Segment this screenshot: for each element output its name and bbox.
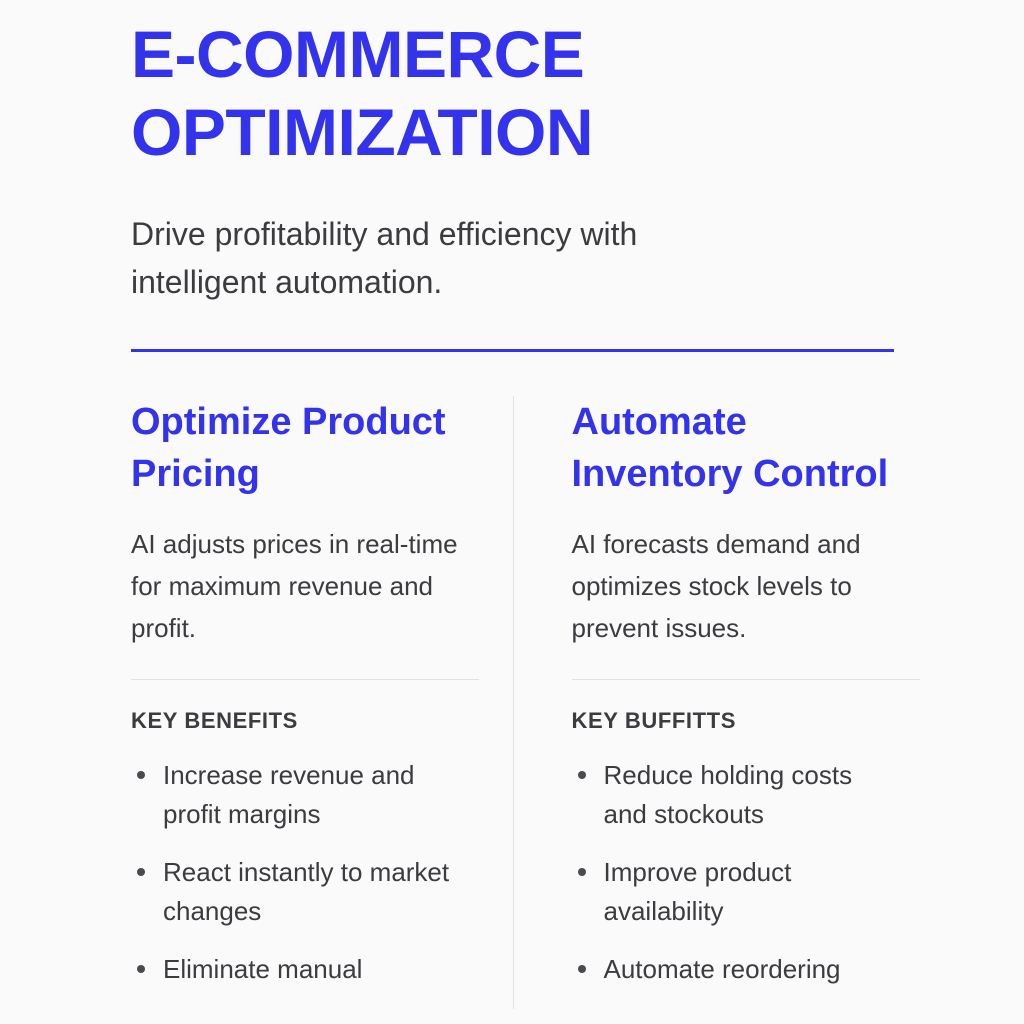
list-item: Eliminate manual xyxy=(131,950,467,988)
column-description: AI forecasts demand and optimizes stock levels to prevent issues. xyxy=(571,528,861,644)
column-pricing xyxy=(131,396,513,1009)
page-title: E-COMMERCE OPTIMIZATION xyxy=(131,17,594,169)
header-divider xyxy=(131,349,894,352)
benefits-list xyxy=(572,756,895,988)
list-item: Reduce holding costs and stockouts xyxy=(572,756,895,833)
key-benefits-label: KEY BUFFITTS xyxy=(571,708,736,734)
list-item: Automate reordering xyxy=(572,950,895,988)
content-wrapper xyxy=(0,16,1024,1009)
key-benefits-label: KEY BENEFITS xyxy=(131,708,298,734)
list-item: Increase revenue and profit margins xyxy=(131,756,467,833)
column-title: Optimize Product Pricing xyxy=(131,401,446,496)
column-divider xyxy=(131,679,479,680)
column-divider xyxy=(572,679,920,680)
list-item: Improve product availability xyxy=(572,853,895,930)
column-description: AI adjusts prices in real-time for maximum revenue and profit. xyxy=(131,528,458,644)
column-title: Automate Inventory Control xyxy=(571,401,889,496)
benefits-list xyxy=(131,756,467,988)
list-item: React instantly to market changes xyxy=(131,853,467,930)
columns-container xyxy=(131,396,894,1009)
page-subtitle: Drive profitability and efficiency with intelligent automation. xyxy=(131,215,638,301)
column-inventory xyxy=(513,396,895,1009)
